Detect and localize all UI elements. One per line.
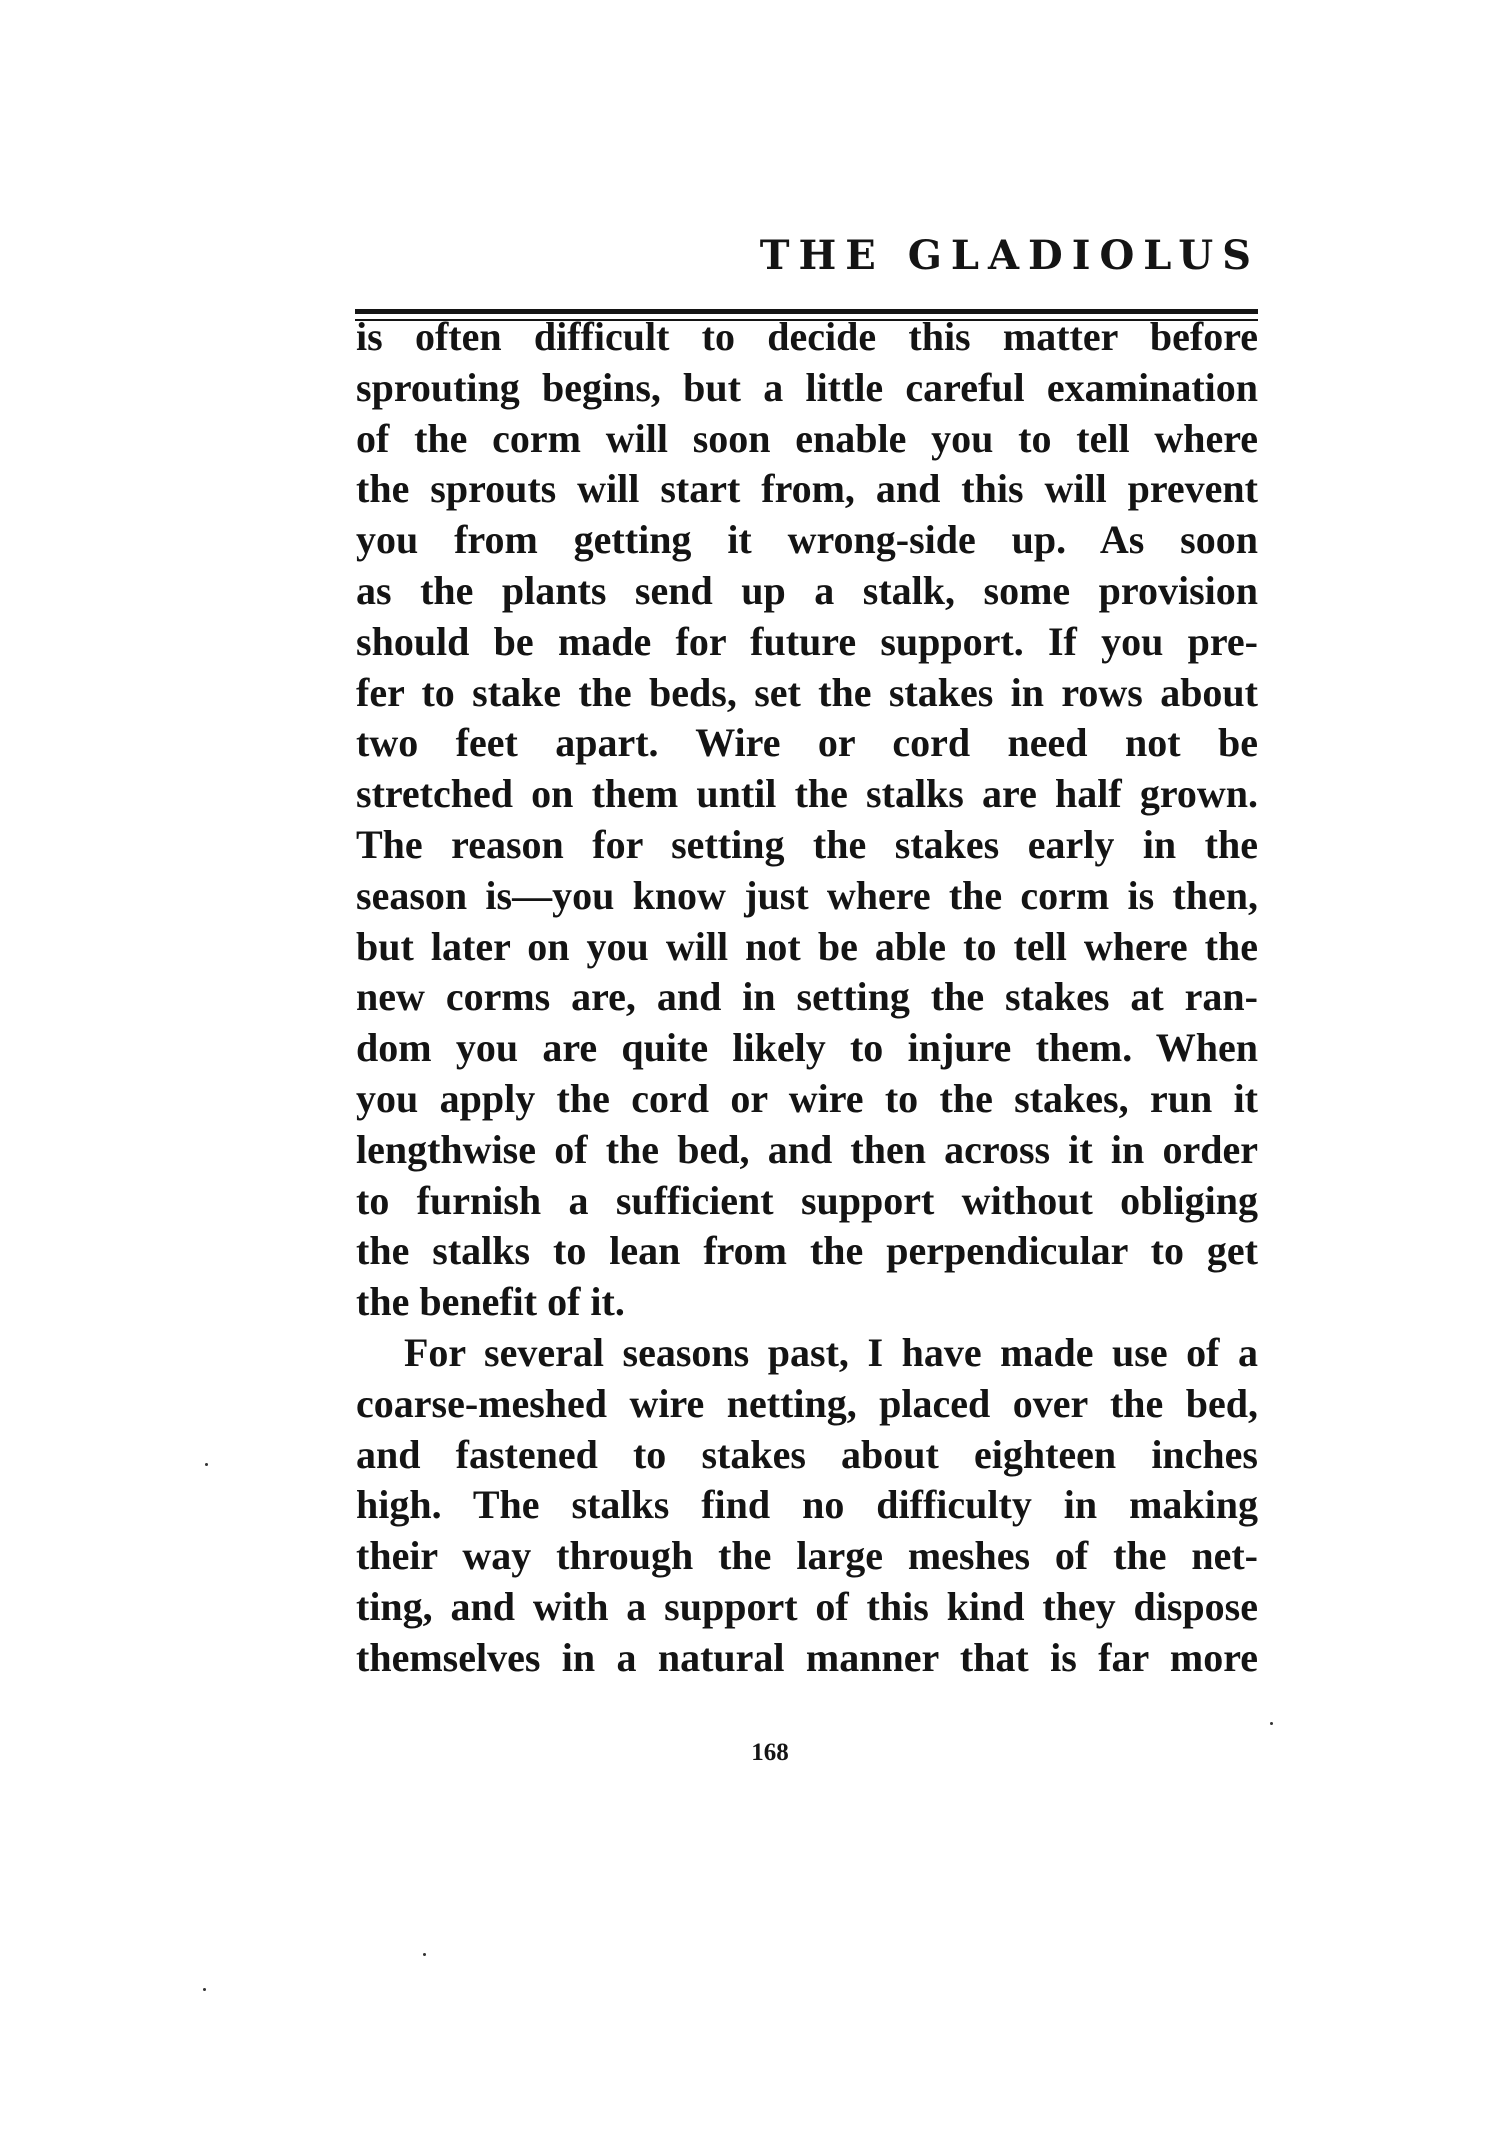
text-line: stretched on them until the stalks are half grown. bbox=[356, 771, 1258, 817]
text-line: you apply the cord or wire to the stakes, run it bbox=[356, 1075, 1258, 1121]
text-line: the sprouts will start from, and this will prevent bbox=[356, 466, 1258, 512]
text-line: sprouting begins, but a little careful examination bbox=[356, 364, 1258, 410]
text-line: two feet apart. Wire or cord need not be bbox=[356, 720, 1258, 766]
text-line: season is—you know just where the corm is then, bbox=[356, 872, 1258, 918]
scan-speck bbox=[203, 1988, 206, 1991]
text-line: as the plants send up a stalk, some provision bbox=[356, 567, 1258, 613]
text-line: should be made for future support. If you pre- bbox=[356, 618, 1258, 664]
body-text bbox=[356, 312, 1258, 1684]
text-line: and fastened to stakes about eighteen inches bbox=[356, 1431, 1258, 1477]
text-line: to furnish a sufficient support without obliging bbox=[356, 1177, 1258, 1223]
page-number: 168 bbox=[751, 1739, 789, 1766]
text-line: coarse-meshed wire netting, placed over the bed, bbox=[356, 1380, 1258, 1426]
text-line: lengthwise of the bed, and then across it in order bbox=[356, 1126, 1258, 1172]
text-line: is often difficult to decide this matter before bbox=[356, 314, 1258, 359]
scan-speck bbox=[1270, 1722, 1273, 1725]
text-line: the stalks to lean from the perpendicular to get bbox=[356, 1228, 1258, 1274]
text-line: of the corm will soon enable you to tell where bbox=[356, 415, 1258, 461]
paragraph-1 bbox=[356, 312, 1258, 1328]
text-line: For several seasons past, I have made use of a bbox=[404, 1329, 1258, 1375]
scan-speck bbox=[205, 1463, 208, 1466]
text-line: fer to stake the beds, set the stakes in rows about bbox=[356, 669, 1258, 715]
text-line: new corms are, and in setting the stakes at ran- bbox=[356, 974, 1258, 1020]
text-line: high. The stalks find no difficulty in making bbox=[356, 1482, 1258, 1528]
paragraph-2 bbox=[356, 1328, 1258, 1684]
text-line: their way through the large meshes of the net- bbox=[356, 1533, 1258, 1579]
text-line: ting, and with a support of this kind they dispose bbox=[356, 1583, 1258, 1629]
running-head: THE GLADIOLUS bbox=[759, 232, 1260, 279]
text-line: dom you are quite likely to injure them. When bbox=[356, 1025, 1258, 1071]
text-line: the benefit of it. bbox=[356, 1279, 625, 1325]
scan-speck bbox=[423, 1953, 426, 1956]
text-line: but later on you will not be able to tell where the bbox=[356, 923, 1258, 969]
text-line: you from getting it wrong-side up. As soon bbox=[356, 517, 1258, 563]
text-line: themselves in a natural manner that is far more bbox=[356, 1634, 1258, 1680]
text-line: The reason for setting the stakes early in the bbox=[356, 821, 1258, 867]
